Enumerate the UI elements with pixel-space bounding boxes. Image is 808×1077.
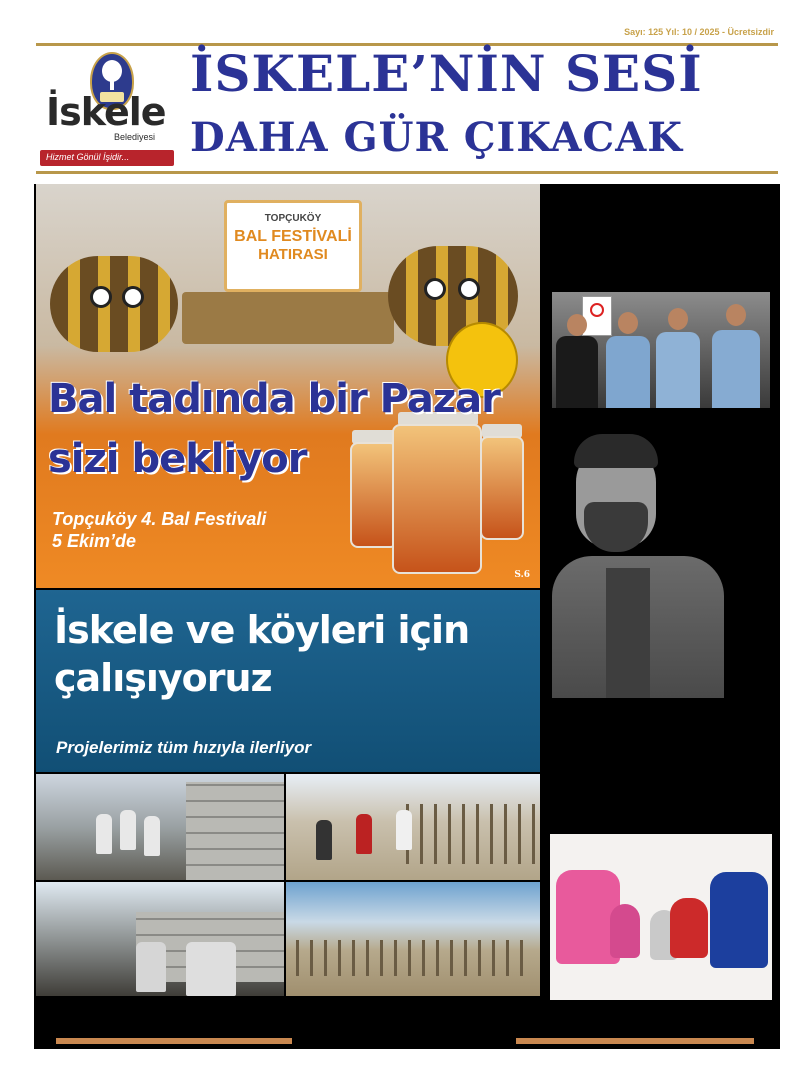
worker-vest (186, 942, 236, 996)
construction-photo-wall (36, 774, 284, 880)
logo-slogan: Hizmet Gönül İşidir... (40, 150, 174, 166)
logo-wordmark: İskele (46, 90, 166, 134)
logo-subtitle: Belediyesi (114, 132, 156, 142)
masthead-subtitle: DAHA GÜR ÇIKACAK (190, 114, 684, 161)
honey-subhead-line2: 5 Ekim’de (52, 531, 137, 551)
honey-jar-right (480, 436, 524, 540)
portrait-photo (550, 426, 724, 698)
sign-line-2: BAL FESTİVALİ (234, 228, 352, 245)
honey-subhead (52, 508, 332, 552)
issue-info: Sayı: 125 Yıl: 10 / 2025 - Ücretsizdir (624, 27, 774, 37)
masthead-header (34, 24, 780, 184)
warning-sign-icon (582, 296, 612, 336)
sign-line-1: TOPÇUKÖY (264, 213, 322, 224)
honey-festival-story[interactable] (36, 184, 540, 588)
hay-bale-bee-left (50, 256, 178, 352)
iskele-belediyesi-logo (38, 50, 178, 170)
construction-photo-field (286, 882, 540, 996)
construction-photo-workers (36, 882, 284, 996)
projects-headline-line2: çalışıyoruz (54, 656, 272, 700)
front-page (34, 24, 780, 1049)
honey-headline-line2: sizi bekliyor (48, 436, 307, 482)
school-bags-photo (550, 834, 772, 1000)
footer-rule-left (56, 1038, 292, 1044)
header-rule-bottom (36, 171, 778, 174)
honey-headline-line1: Bal tadında bir Pazar (48, 376, 500, 422)
honey-jar-center (392, 424, 482, 574)
projects-story[interactable] (36, 590, 540, 772)
projects-headline-line1: İskele ve köyleri için (54, 608, 470, 652)
page-reference: S.6 (514, 570, 530, 580)
sign-line-3: HATIRASI (258, 246, 328, 263)
construction-photo-site (286, 774, 540, 880)
hay-bales (182, 292, 394, 344)
festival-sign (224, 200, 362, 292)
masthead-title: İSKELE’NİN SESİ (190, 44, 703, 103)
honey-subhead-line1: Topçuköy 4. Bal Festivali (52, 509, 267, 529)
projects-subhead: Projelerimiz tüm hızıyla ilerliyor (56, 738, 312, 757)
honey-jar-left (350, 442, 398, 548)
staff-group-photo (552, 292, 770, 408)
footer-rule-right (516, 1038, 754, 1044)
